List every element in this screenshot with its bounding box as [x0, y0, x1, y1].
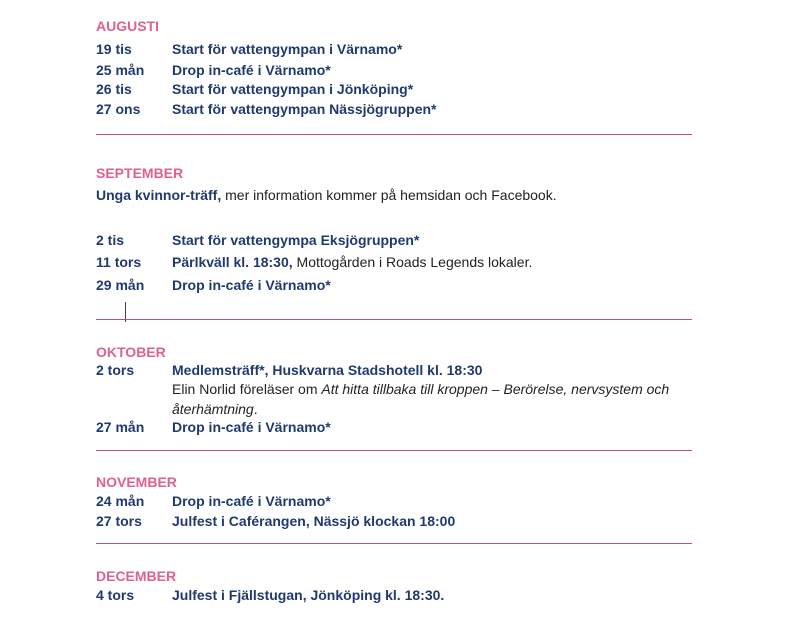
month-heading-august: AUGUSTI [96, 18, 159, 34]
intro-text: mer information kommer på hemsidan och Facebook. [221, 187, 557, 203]
section-divider [96, 319, 692, 320]
month-heading-october: OKTOBER [96, 344, 166, 360]
event-date: 27 ons [96, 101, 141, 117]
event-date: 25 mån [96, 62, 145, 78]
event-date: 24 mån [96, 493, 145, 509]
section-divider [96, 543, 692, 544]
event-text: Start för vattengympa Eksjögruppen* [172, 232, 420, 248]
event-date: 27 mån [96, 419, 145, 435]
event-date: 19 tis [96, 41, 132, 57]
event-text: Drop in-café i Värnamo* [172, 419, 331, 435]
month-heading-september: SEPTEMBER [96, 165, 184, 181]
month-heading-december: DECEMBER [96, 568, 177, 584]
event-text: Julfest i Caférangen, Nässjö klockan 18:00 [172, 513, 456, 529]
event-text: Julfest i Fjällstugan, Jönköping kl. 18:30. [172, 587, 445, 603]
event-description-line-2 [172, 401, 258, 417]
event-date: 2 tors [96, 362, 135, 378]
section-divider [96, 450, 692, 451]
event-date: 11 tors [96, 254, 142, 270]
event-text: Start för vattengympan Nässjögruppen* [172, 101, 437, 117]
september-intro [96, 187, 557, 203]
month-heading-november: NOVEMBER [96, 474, 177, 490]
event-text: Start för vattengympan i Värnamo* [172, 41, 403, 57]
lecture-title-2: återhämtning [172, 401, 254, 417]
event-text: Drop in-café i Värnamo* [172, 62, 331, 78]
event-text: Medlemsträff*, Huskvarna Stadshotell kl. 18:30 [172, 362, 483, 378]
event-location: Mottogården i Roads Legends lokaler. [292, 254, 533, 270]
description-suffix: . [253, 401, 258, 417]
event-text: Pärlkväll kl. 18:30, [172, 254, 293, 270]
event-date: 2 tis [96, 232, 125, 248]
event-text-line [172, 254, 532, 270]
lecture-title-1: Att hitta tillbaka till kroppen – Berörelse, nervsystem och [321, 381, 670, 397]
event-text: Drop in-café i Värnamo* [172, 493, 331, 509]
event-date: 27 tors [96, 513, 142, 529]
event-date: 26 tis [96, 81, 132, 97]
section-divider [96, 134, 692, 135]
event-date: 4 tors [96, 587, 135, 603]
event-date: 29 mån [96, 277, 145, 293]
intro-highlight: Unga kvinnor-träff, [96, 187, 222, 203]
event-text: Drop in-café i Värnamo* [172, 277, 331, 293]
event-description-line-1 [172, 381, 669, 397]
description-prefix: Elin Norlid föreläser om [172, 381, 322, 397]
event-text: Start för vattengympan i Jönköping* [172, 81, 414, 97]
